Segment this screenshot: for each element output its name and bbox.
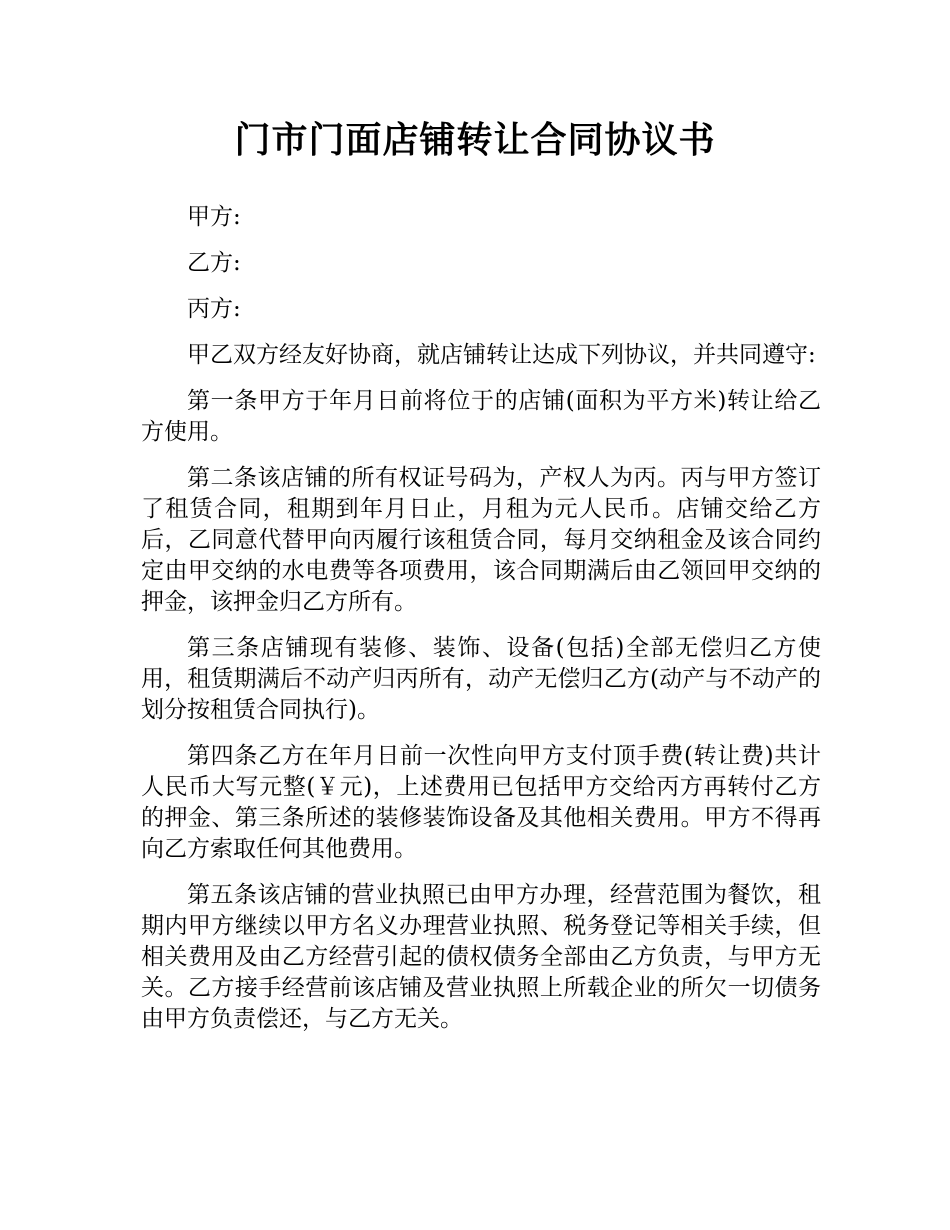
article-2-paragraph: 第二条该店铺的所有权证号码为，产权人为丙。丙与甲方签订了租赁合同，租期到年月日止，月租为元人民币。店铺交给乙方后，乙同意代替甲向丙履行该租赁合同，每月交纳租金及该合同约定由甲交纳的水电费等各项费用，该合同期满后由乙领回甲交纳的押金，该押金归乙方所有。 [141,465,821,615]
article-5-paragraph: 第五条该店铺的营业执照已由甲方办理，经营范围为餐饮，租期内甲方继续以甲方名义办理营业执照、税务登记等相关手续，但相关费用及由乙方经营引起的债权债务全部由乙方负责，与甲方无关。乙方接手经营前该店铺及营业执照上所载企业的所欠一切债务由甲方负责偿还，与乙方无关。 [141,882,821,1032]
document-body [141,202,821,1050]
party-b-line: 乙方: [187,250,241,276]
document-title: 门市门面店铺转让合同协议书 [234,120,716,161]
party-a-line: 甲方: [187,204,241,230]
article-4-paragraph: 第四条乙方在年月日前一次性向甲方支付顶手费(转让费)共计人民币大写元整(￥元)，上述费用已包括甲方交给丙方再转付乙方的押金、第三条所述的装修装饰设备及其他相关费用。甲方不得再向乙方索取任何其他费用。 [141,743,821,862]
article-3-paragraph: 第三条店铺现有装修、装饰、设备(包括)全部无偿归乙方使用，租赁期满后不动产归丙所有，动产无偿归乙方(动产与不动产的划分按租赁合同执行)。 [141,635,821,723]
preamble-paragraph: 甲乙双方经友好协商，就店铺转让达成下列协议，并共同遵守: [187,342,816,368]
party-c-line: 丙方: [187,296,241,322]
article-1-paragraph: 第一条甲方于年月日前将位于的店铺(面积为平方米)转让给乙方使用。 [141,388,821,445]
